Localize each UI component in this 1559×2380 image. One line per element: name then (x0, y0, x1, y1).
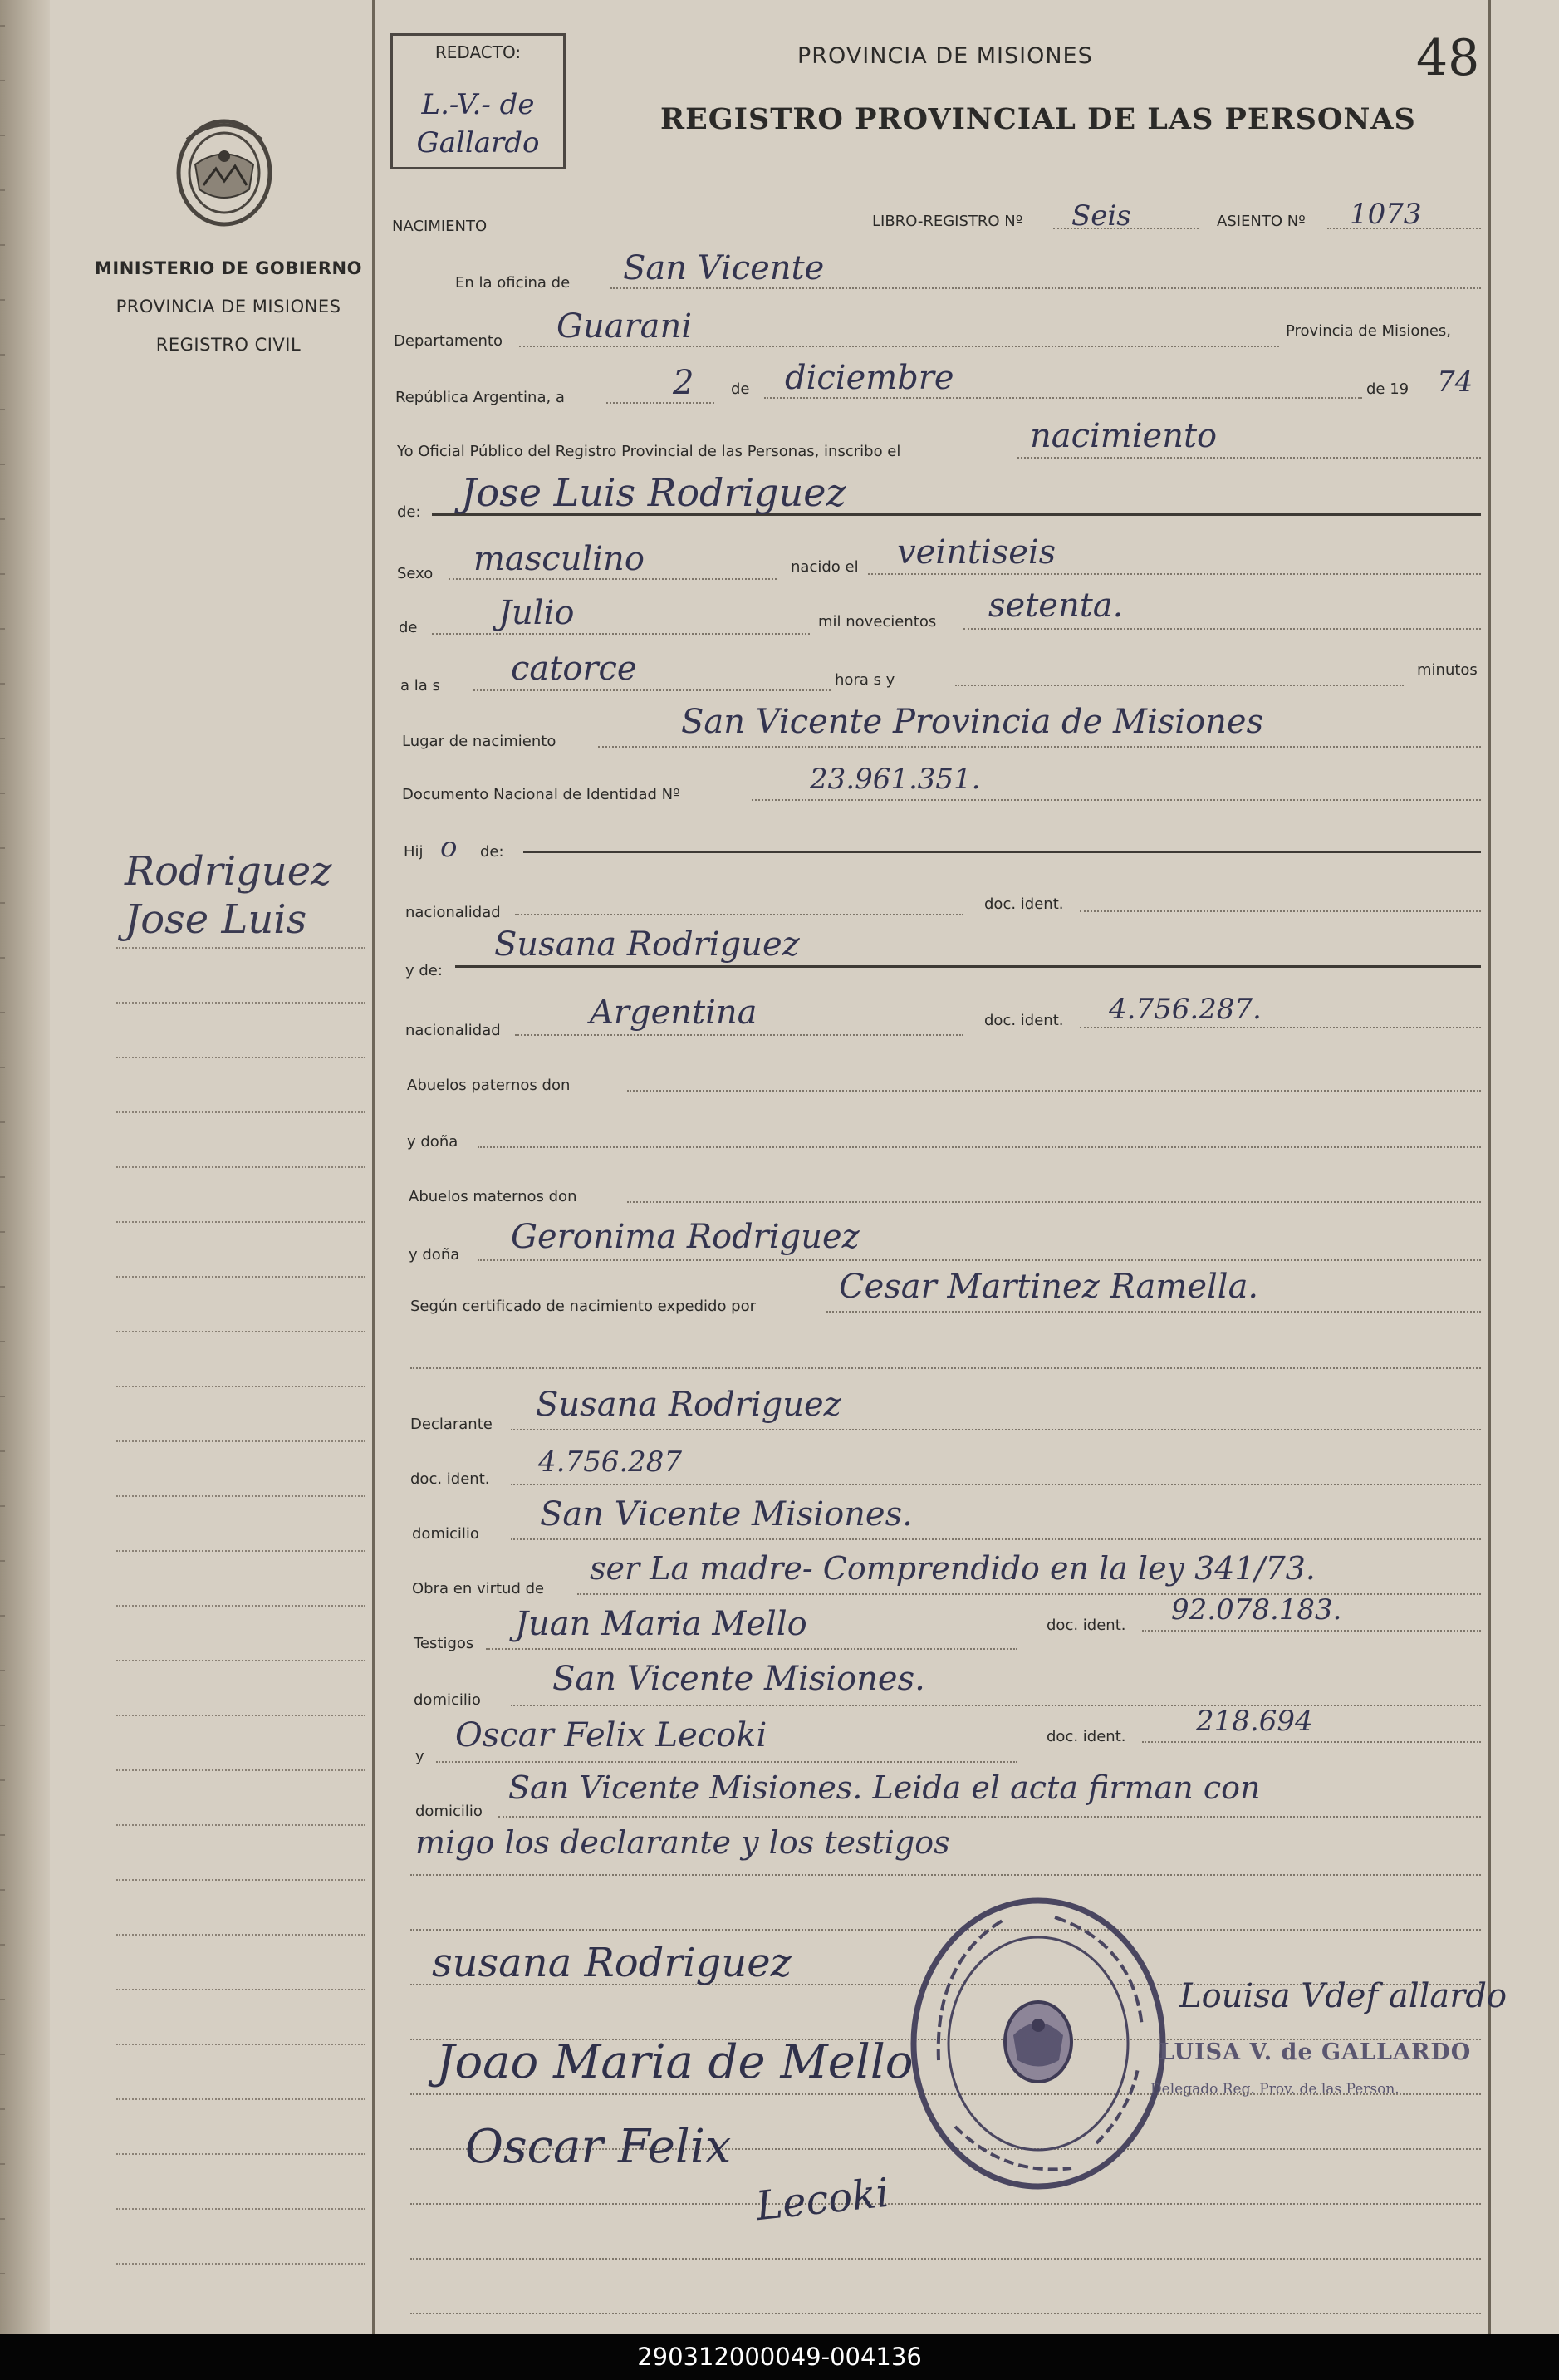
edge-tick (0, 1670, 5, 1671)
edge-tick (0, 957, 5, 959)
testigo2-doc-value: 218.694 (1196, 1705, 1313, 1738)
asiento-label: ASIENTO Nº (1217, 213, 1306, 230)
ministry-registry: REGISTRO CIVIL (155, 335, 302, 355)
edge-tick (0, 1121, 5, 1123)
margin-ruled-line (116, 1166, 365, 1168)
edge-tick (0, 628, 5, 630)
edge-tick (0, 1176, 5, 1178)
edge-tick (0, 1999, 5, 2000)
signature-officer: Louisa Vdef allardo (1179, 1977, 1508, 2015)
margin-ruled-line (116, 1934, 365, 1936)
edge-tick (0, 1505, 5, 1507)
page-number: 48 (1416, 29, 1480, 87)
margin-note-surname: Rodriguez (125, 848, 332, 895)
ab-maternos-dona-value: Geronima Rodriguez (511, 1218, 860, 1256)
domicilio1-label: domicilio (412, 1525, 479, 1543)
officer-stamp-name: LUISA V. de GALLARDO (1159, 2039, 1472, 2065)
mil-label: mil novecientos (818, 613, 937, 631)
testigo1-doc-value: 92.078.183. (1171, 1593, 1342, 1627)
edge-tick (0, 902, 5, 904)
testigo2-doc-label: doc. ident. (1047, 1728, 1126, 1745)
edge-tick (0, 2163, 5, 2165)
margin-ruled-line (116, 1057, 365, 1058)
registry-seal-stamp (905, 1894, 1171, 2193)
domicilio1-dotline (511, 1538, 1481, 1540)
madre-solidline (455, 965, 1481, 968)
ab-maternos-dotline (627, 1201, 1481, 1203)
certificado-dotline (826, 1311, 1481, 1313)
edge-tick (0, 135, 5, 136)
ministry-title: MINISTERIO DE GOBIERNO (95, 258, 362, 278)
hora-value: catorce (511, 650, 637, 688)
signature-testigo1: Joao Maria de Mello (436, 2035, 914, 2089)
nacido-dotline (868, 573, 1481, 575)
minutos-label: minutos (1417, 661, 1478, 679)
margin-ruled-line (116, 2098, 365, 2100)
edge-tick (0, 409, 5, 410)
margin-note-given-name: Jose Luis (125, 896, 307, 943)
ab-maternos-dona-label: y doña (409, 1246, 460, 1264)
oficial-value: nacimiento (1030, 417, 1218, 455)
dni-dotline (752, 799, 1481, 801)
minutos-dotline (955, 685, 1404, 686)
testigo1-doc-label: doc. ident. (1047, 1617, 1126, 1634)
edge-tick (0, 1725, 5, 1726)
decl-doc-dotline (511, 1484, 1481, 1485)
de-label: de (731, 380, 750, 398)
obra-label: Obra en virtud de (412, 1580, 545, 1597)
ab-maternos-label: Abuelos maternos don (409, 1188, 577, 1205)
edge-tick (0, 244, 5, 246)
ab-paternos-dona-dotline (478, 1146, 1481, 1148)
hora-label: hora s y (835, 671, 895, 689)
margin-ruled-line (116, 2044, 365, 2045)
edge-tick (0, 1231, 5, 1233)
testigo1-dotline (486, 1648, 1017, 1650)
testigo1-value: Juan Maria Mello (515, 1605, 807, 1643)
registry-heading: REGISTRO PROVINCIAL DE LAS PERSONAS (660, 102, 1416, 136)
seal-emblem-icon (1005, 2002, 1071, 2082)
redacto-signature (393, 86, 563, 162)
signature-declarante: susana Rodriguez (432, 1940, 792, 1986)
margin-ruled-line (116, 1660, 365, 1661)
continuation-value: migo los declarante y los testigos (415, 1824, 950, 1861)
margin-name-note (125, 847, 374, 944)
dni-label: Documento Nacional de Identidad Nº (402, 786, 680, 803)
domicilio2-label: domicilio (414, 1691, 481, 1709)
oficial-dotline (1017, 457, 1481, 459)
padre-solidline (523, 851, 1481, 853)
declarante-label: Declarante (410, 1416, 493, 1433)
ab-paternos-label: Abuelos paternos don (407, 1077, 571, 1094)
edge-tick (0, 1889, 5, 1891)
edge-tick (0, 2054, 5, 2055)
libro-label: LIBRO-REGISTRO Nº (872, 213, 1023, 230)
margin-ruled-line (116, 947, 365, 949)
declarante-value: Susana Rodriguez (536, 1386, 841, 1424)
dia-dotline (606, 402, 714, 404)
edge-tick (0, 1012, 5, 1013)
edge-tick (0, 847, 5, 849)
margin-ruled-line (116, 1111, 365, 1113)
nacimiento-label: NACIMIENTO (392, 218, 488, 235)
y-label: y (415, 1748, 424, 1765)
asiento-value: 1073 (1350, 198, 1422, 231)
margin-ruled-line (116, 2153, 365, 2155)
nac-mes-dotline (432, 633, 810, 635)
ab-maternos-dona-dotline (478, 1259, 1481, 1261)
ministry-province: PROVINCIA DE MISIONES (115, 297, 341, 317)
obra-dotline (577, 1593, 1481, 1595)
province-coat-of-arms-icon (170, 106, 278, 231)
nacionalidad2-label: nacionalidad (405, 1022, 501, 1039)
edge-tick (0, 738, 5, 739)
edge-tick (0, 1834, 5, 1836)
margin-ruled-line (116, 2263, 365, 2265)
margin-ruled-line (116, 1002, 365, 1004)
declarante-dotline (511, 1429, 1481, 1430)
margin-ruled-line (116, 1605, 365, 1607)
edge-tick (0, 80, 5, 81)
mes-value: diciembre (785, 359, 954, 397)
domicilio3-value: San Vicente Misiones. Leida el acta firman con (508, 1769, 1261, 1806)
hora-dotline (473, 689, 831, 691)
domicilio1-value: San Vicente Misiones. (540, 1495, 913, 1534)
province-heading: PROVINCIA DE MISIONES (797, 43, 1093, 69)
obra-value: ser La madre- Comprendido en la ley 341/73. (590, 1550, 1316, 1587)
dni-value: 23.961.351. (810, 763, 981, 796)
a-las-label: a la s (400, 677, 440, 694)
body-ruled-line (410, 2313, 1481, 2314)
anio-value: 74 (1437, 366, 1473, 399)
nacionalidad1-dotline (515, 914, 963, 915)
ab-paternos-dotline (627, 1090, 1481, 1092)
edge-tick (0, 2273, 5, 2274)
signature-testigo2: Oscar Felix (465, 2120, 732, 2174)
domicilio2-dotline (511, 1705, 1481, 1706)
edge-tick (0, 1615, 5, 1617)
edge-tick (0, 1560, 5, 1562)
doc1-label: doc. ident. (984, 896, 1064, 913)
de-mes-label: de (399, 619, 418, 636)
nacido-label: nacido el (791, 558, 859, 576)
ministry-block (83, 249, 374, 364)
edge-tick (0, 518, 5, 520)
nacionalidad2-value: Argentina (590, 994, 757, 1032)
mil-dotline (963, 628, 1481, 630)
margin-ruled-line (116, 1440, 365, 1442)
testigo2-doc-dotline (1142, 1741, 1481, 1743)
body-ruled-line (410, 2258, 1481, 2260)
officer-stamp-title: Delegado Reg. Prov. de las Person. (1150, 2081, 1400, 2098)
margin-ruled-line (116, 1715, 365, 1716)
lugar-dotline (598, 746, 1481, 748)
edge-tick (0, 1779, 5, 1781)
testigo2-value: Oscar Felix Lecoki (455, 1716, 767, 1754)
anio-label: de 19 (1366, 380, 1409, 398)
doc2-label: doc. ident. (984, 1012, 1064, 1029)
margin-ruled-line (116, 2208, 365, 2210)
document-id: 290312000049-004136 (637, 2343, 922, 2371)
lugar-value: San Vicente Provincia de Misiones (681, 703, 1264, 741)
departamento-label: Departamento (394, 332, 503, 350)
edge-tick (0, 1944, 5, 1946)
y-de-label: y de: (405, 962, 443, 979)
margin-ruled-line (116, 1276, 365, 1278)
hijo-label: Hij (404, 843, 424, 861)
doc2-dotline (1080, 1027, 1481, 1028)
edge-tick (0, 1286, 5, 1288)
departamento-dotline (519, 346, 1279, 347)
previous-page-edge (0, 0, 50, 2334)
departamento-value: Guarani (556, 307, 693, 346)
testigo1-doc-dotline (1142, 1630, 1481, 1632)
certificado-label: Según certificado de nacimiento expedido por (410, 1298, 757, 1315)
testigo2-dotline (436, 1761, 1017, 1763)
body-ruled-line (410, 2203, 1481, 2205)
dia-value: 2 (673, 364, 694, 402)
sexo-value: masculino (473, 540, 645, 578)
edge-tick (0, 793, 5, 794)
margin-ruled-line (116, 1221, 365, 1223)
oficina-value: San Vicente (623, 249, 825, 287)
lugar-label: Lugar de nacimiento (402, 733, 556, 750)
domicilio3-dotline (498, 1816, 1481, 1818)
libro-value: Seis (1071, 199, 1131, 233)
mes-dotline (764, 397, 1362, 399)
republica-label: República Argentina, a (395, 389, 565, 406)
nacionalidad1-label: nacionalidad (405, 904, 501, 921)
doc1-dotline (1080, 910, 1481, 912)
sexo-dotline (449, 578, 777, 580)
edge-tick (0, 573, 5, 575)
nac-mes-value: Julio (498, 594, 575, 632)
hijo-de-label: de: (480, 843, 504, 861)
decl-doc-value: 4.756.287 (538, 1445, 683, 1479)
redacto-box (390, 33, 566, 169)
doc2-value: 4.756.287. (1109, 993, 1262, 1026)
edge-tick (0, 25, 5, 27)
edge-tick (0, 1067, 5, 1068)
edge-tick (0, 2108, 5, 2110)
margin-ruled-line (116, 1550, 365, 1552)
edge-tick (0, 189, 5, 191)
redacto-signature-line1: L.-V.- de (421, 88, 535, 121)
redacto-signature-line2: Gallardo (416, 126, 540, 159)
testigos-label: Testigos (414, 1635, 474, 1652)
sexo-label: Sexo (397, 565, 434, 582)
decl-doc-label: doc. ident. (410, 1470, 490, 1488)
de-name-label: de: (397, 503, 421, 521)
edge-tick (0, 464, 5, 465)
certificado-extra-dotline (410, 1367, 1481, 1369)
domicilio3-label: domicilio (415, 1803, 483, 1820)
hijo-value: o (440, 831, 458, 864)
nombre-value: Jose Luis Rodriguez (461, 470, 846, 515)
domicilio2-value: San Vicente Misiones. (552, 1660, 925, 1698)
edge-tick (0, 354, 5, 356)
margin-ruled-line (116, 1769, 365, 1771)
nacido-value: veintiseis (897, 533, 1056, 572)
margin-ruled-line (116, 1331, 365, 1332)
provincia-label: Provincia de Misiones, (1286, 322, 1451, 340)
madre-value: Susana Rodriguez (494, 925, 800, 964)
signature-testigo2-surname: Lecoki (753, 2169, 891, 2230)
edge-tick (0, 1341, 5, 1342)
oficina-label: En la oficina de (455, 274, 571, 292)
edge-tick (0, 2218, 5, 2220)
margin-ruled-line (116, 1495, 365, 1497)
nacionalidad2-dotline (515, 1034, 963, 1036)
footer-bar (0, 2334, 1559, 2380)
margin-ruled-line (116, 1386, 365, 1387)
edge-tick (0, 683, 5, 685)
mil-value: setenta. (988, 586, 1124, 625)
certificado-value: Cesar Martinez Ramella. (839, 1268, 1259, 1306)
margin-ruled-line (116, 1824, 365, 1826)
margin-ruled-line (116, 1989, 365, 1990)
oficial-label: Yo Oficial Público del Registro Provincial de las Personas, inscribo el (397, 443, 901, 460)
edge-tick (0, 1450, 5, 1452)
redacto-label: REDACTO: (434, 42, 522, 62)
edge-tick (0, 299, 5, 301)
edge-tick (0, 1396, 5, 1397)
ab-paternos-dona-label: y doña (407, 1133, 458, 1151)
oficina-dotline (610, 287, 1481, 289)
margin-ruled-line (116, 1879, 365, 1881)
body-ruled-line (410, 1874, 1481, 1876)
